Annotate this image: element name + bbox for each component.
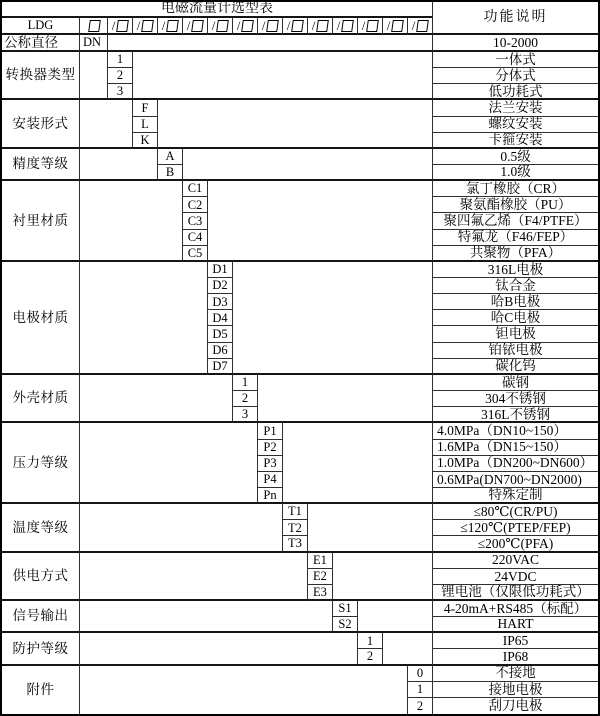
empty-cell bbox=[80, 504, 283, 552]
option-box-icon bbox=[88, 20, 101, 32]
function-header: 功能说明 bbox=[433, 2, 598, 35]
desc-cell: 1.0MPa（DN200~DN600） bbox=[433, 456, 598, 472]
dn-code-cell: DN bbox=[80, 35, 108, 52]
code-cell: P4 bbox=[258, 472, 283, 488]
code-cell: T3 bbox=[283, 536, 308, 552]
table-title: 电磁流量计选型表 bbox=[2, 2, 433, 18]
code-cell: D1 bbox=[208, 262, 233, 278]
model-box-cell bbox=[333, 18, 358, 35]
code-cell: A bbox=[158, 149, 183, 165]
model-box-cell bbox=[258, 18, 283, 35]
desc-cell: 1.0级 bbox=[433, 165, 598, 181]
group-label: 安装形式 bbox=[2, 100, 80, 148]
group-label: 信号输出 bbox=[2, 601, 80, 633]
option-box-icon bbox=[141, 20, 154, 32]
model-box-cell bbox=[208, 18, 233, 35]
model-box-cell bbox=[233, 18, 258, 35]
desc-cell: 0.5级 bbox=[433, 149, 598, 165]
desc-cell: 接地电极 bbox=[433, 682, 598, 698]
desc-cell: 低功耗式 bbox=[433, 84, 598, 100]
empty-cell bbox=[158, 100, 433, 148]
slash-separator: / bbox=[211, 18, 216, 33]
empty-cell bbox=[80, 666, 408, 714]
code-cell: E3 bbox=[308, 585, 333, 601]
desc-cell: 共聚物（PFA） bbox=[433, 246, 598, 262]
slash-separator: / bbox=[236, 18, 241, 33]
model-box-cell bbox=[308, 18, 333, 35]
code-cell: E2 bbox=[308, 569, 333, 585]
empty-cell bbox=[133, 52, 433, 100]
group-label: 外壳材质 bbox=[2, 375, 80, 423]
desc-cell: ≤120℃(PTEP/FEP) bbox=[433, 520, 598, 536]
empty-cell bbox=[80, 423, 258, 504]
desc-cell: 法兰安装 bbox=[433, 100, 598, 116]
group-label: 温度等级 bbox=[2, 504, 80, 552]
code-cell: D7 bbox=[208, 359, 233, 375]
model-box-cell bbox=[408, 18, 433, 35]
model-box-cell bbox=[108, 18, 133, 35]
desc-cell: 钛合金 bbox=[433, 278, 598, 294]
code-cell: 1 bbox=[233, 375, 258, 391]
dn-label: 公称直径 bbox=[2, 35, 80, 52]
desc-cell: IP65 bbox=[433, 633, 598, 649]
option-box-icon bbox=[266, 20, 279, 32]
group-label: 压力等级 bbox=[2, 423, 80, 504]
code-cell: T2 bbox=[283, 520, 308, 536]
option-box-icon bbox=[291, 20, 304, 32]
group-label: 附件 bbox=[2, 666, 80, 714]
code-cell: C3 bbox=[183, 213, 208, 229]
code-cell: P2 bbox=[258, 440, 283, 456]
empty-cell bbox=[108, 35, 433, 52]
desc-cell: 哈C电极 bbox=[433, 310, 598, 326]
desc-cell: 钽电极 bbox=[433, 326, 598, 342]
empty-cell bbox=[308, 504, 433, 552]
code-cell: K bbox=[133, 133, 158, 149]
code-cell: 1 bbox=[108, 52, 133, 68]
code-cell: 3 bbox=[233, 407, 258, 423]
option-box-icon bbox=[366, 20, 379, 32]
code-cell: C2 bbox=[183, 197, 208, 213]
group-label: 衬里材质 bbox=[2, 181, 80, 262]
code-cell: 2 bbox=[108, 68, 133, 84]
group-label: 电极材质 bbox=[2, 262, 80, 375]
code-cell: 1 bbox=[358, 633, 383, 649]
option-box-icon bbox=[341, 20, 354, 32]
desc-cell: 哈B电极 bbox=[433, 294, 598, 310]
option-box-icon bbox=[166, 20, 179, 32]
empty-cell bbox=[80, 633, 358, 665]
desc-cell: 316L电极 bbox=[433, 262, 598, 278]
desc-cell: 0.6MPa(DN700~DN2000) bbox=[433, 472, 598, 488]
code-cell: T1 bbox=[283, 504, 308, 520]
desc-cell: 聚氨酯橡胶（PU） bbox=[433, 197, 598, 213]
desc-cell: 卡箍安装 bbox=[433, 133, 598, 149]
code-cell: Pn bbox=[258, 488, 283, 504]
group-label: 供电方式 bbox=[2, 553, 80, 601]
slash-separator: / bbox=[161, 18, 166, 33]
code-cell: C5 bbox=[183, 246, 208, 262]
code-cell: C1 bbox=[183, 181, 208, 197]
desc-cell: 24VDC bbox=[433, 569, 598, 585]
code-cell: D3 bbox=[208, 294, 233, 310]
dn-desc-cell: 10-2000 bbox=[433, 35, 598, 52]
code-cell: B bbox=[158, 165, 183, 181]
empty-cell bbox=[80, 100, 133, 148]
desc-cell: 1.6MPa（DN15~150） bbox=[433, 440, 598, 456]
desc-cell: 316L不锈钢 bbox=[433, 407, 598, 423]
slash-separator: / bbox=[111, 18, 116, 33]
model-box-cell bbox=[383, 18, 408, 35]
code-cell: 2 bbox=[233, 391, 258, 407]
empty-cell bbox=[80, 375, 233, 423]
option-box-icon bbox=[191, 20, 204, 32]
code-cell: P1 bbox=[258, 423, 283, 439]
desc-cell: 铂铱电极 bbox=[433, 343, 598, 359]
option-box-icon bbox=[116, 20, 129, 32]
desc-cell: 螺纹安装 bbox=[433, 117, 598, 133]
group-label: 精度等级 bbox=[2, 149, 80, 181]
desc-cell: 刮刀电极 bbox=[433, 698, 598, 714]
desc-cell: 锂电池（仅限低功耗式） bbox=[433, 585, 598, 601]
empty-cell bbox=[358, 601, 433, 633]
desc-cell: 不接地 bbox=[433, 666, 598, 682]
code-cell: F bbox=[133, 100, 158, 116]
code-cell: D4 bbox=[208, 310, 233, 326]
empty-cell bbox=[208, 181, 433, 262]
slash-separator: / bbox=[361, 18, 366, 33]
desc-cell: 一体式 bbox=[433, 52, 598, 68]
empty-cell bbox=[283, 423, 433, 504]
slash-separator: / bbox=[136, 18, 141, 33]
code-cell: S2 bbox=[333, 617, 358, 633]
code-cell: D5 bbox=[208, 326, 233, 342]
empty-cell bbox=[258, 375, 433, 423]
empty-cell bbox=[80, 181, 183, 262]
model-box-cell bbox=[158, 18, 183, 35]
desc-cell: 分体式 bbox=[433, 68, 598, 84]
code-cell: 2 bbox=[408, 698, 433, 714]
desc-cell: 220VAC bbox=[433, 553, 598, 569]
slash-separator: / bbox=[411, 18, 416, 33]
model-box-cell bbox=[183, 18, 208, 35]
option-box-icon bbox=[416, 20, 429, 32]
desc-cell: ≤200℃(PFA) bbox=[433, 536, 598, 552]
desc-cell: 特氟龙（F46/FEP） bbox=[433, 230, 598, 246]
desc-cell: 特殊定制 bbox=[433, 488, 598, 504]
model-prefix-cell: LDG bbox=[2, 18, 80, 35]
desc-cell: 304不锈钢 bbox=[433, 391, 598, 407]
desc-cell: 碳钢 bbox=[433, 375, 598, 391]
empty-cell bbox=[183, 149, 433, 181]
desc-cell: 4.0MPa（DN10~150） bbox=[433, 423, 598, 439]
code-cell: 3 bbox=[108, 84, 133, 100]
slash-separator: / bbox=[311, 18, 316, 33]
empty-cell bbox=[80, 601, 333, 633]
code-cell: P3 bbox=[258, 456, 283, 472]
code-cell: 2 bbox=[358, 649, 383, 665]
code-cell: 0 bbox=[408, 666, 433, 682]
empty-cell bbox=[80, 262, 208, 375]
model-box-cell bbox=[283, 18, 308, 35]
code-cell: L bbox=[133, 117, 158, 133]
code-cell: C4 bbox=[183, 230, 208, 246]
empty-cell bbox=[80, 149, 158, 181]
option-box-icon bbox=[241, 20, 254, 32]
option-box-icon bbox=[391, 20, 404, 32]
code-cell: D2 bbox=[208, 278, 233, 294]
empty-cell bbox=[80, 553, 308, 601]
group-label: 防护等级 bbox=[2, 633, 80, 665]
empty-cell bbox=[80, 52, 108, 100]
desc-cell: 碳化钨 bbox=[433, 359, 598, 375]
desc-cell: ≤80℃(CR/PU) bbox=[433, 504, 598, 520]
desc-cell: HART bbox=[433, 617, 598, 633]
slash-separator: / bbox=[286, 18, 291, 33]
code-cell: D6 bbox=[208, 343, 233, 359]
empty-cell bbox=[383, 633, 433, 665]
desc-cell: 4-20mA+RS485（标配） bbox=[433, 601, 598, 617]
model-box-cell bbox=[358, 18, 383, 35]
slash-separator: / bbox=[336, 18, 341, 33]
code-cell: E1 bbox=[308, 553, 333, 569]
option-box-icon bbox=[316, 20, 329, 32]
empty-cell bbox=[333, 553, 433, 601]
option-box-icon bbox=[216, 20, 229, 32]
slash-separator: / bbox=[186, 18, 191, 33]
desc-cell: 氯丁橡胶（CR） bbox=[433, 181, 598, 197]
slash-separator: / bbox=[386, 18, 391, 33]
slash-separator: / bbox=[261, 18, 266, 33]
code-cell: 1 bbox=[408, 682, 433, 698]
empty-cell bbox=[233, 262, 433, 375]
desc-cell: 聚四氟乙烯（F4/PTFE） bbox=[433, 213, 598, 229]
group-label: 转换器类型 bbox=[2, 52, 80, 100]
model-box-cell bbox=[80, 18, 108, 35]
model-box-cell bbox=[133, 18, 158, 35]
desc-cell: IP68 bbox=[433, 649, 598, 665]
code-cell: S1 bbox=[333, 601, 358, 617]
